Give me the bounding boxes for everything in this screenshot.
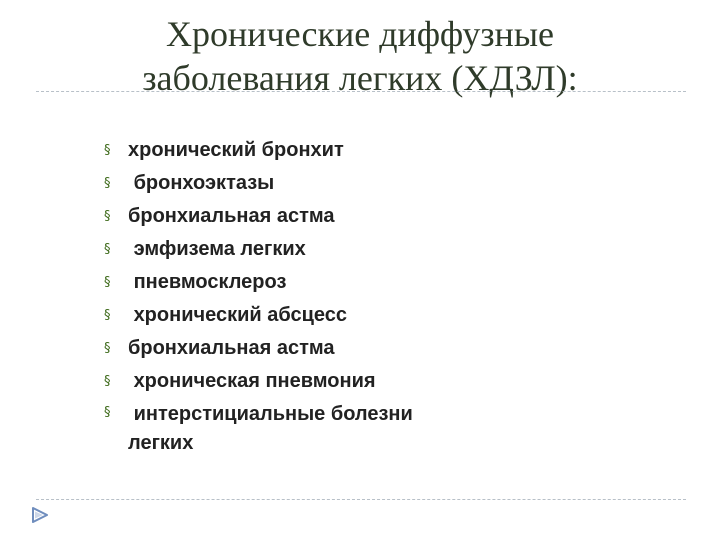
bottom-divider — [36, 499, 686, 500]
bullet-marker: § — [104, 143, 111, 158]
list-item-label: хроническая пневмония — [128, 370, 376, 392]
list-item — [104, 299, 524, 332]
play-arrow-icon[interactable] — [30, 506, 50, 524]
bullet-marker: § — [104, 341, 111, 356]
list-item — [104, 398, 524, 458]
list-item — [104, 365, 524, 398]
top-divider — [36, 91, 686, 92]
bullet-marker: § — [104, 374, 111, 389]
list-item-label: пневмосклероз — [128, 271, 287, 293]
bullet-marker: § — [104, 176, 111, 191]
list-item-label: бронхиальная астма — [128, 337, 335, 359]
list-item-label: интерстициальные болезни легких — [128, 403, 419, 454]
list-item-label: хронический абсцесс — [128, 304, 347, 326]
bullet-list — [104, 134, 524, 458]
list-item — [104, 167, 524, 200]
slide-title-line-1: Хронические диффузные — [165, 14, 554, 54]
bullet-marker: § — [104, 308, 111, 323]
list-item-label: хронический бронхит — [128, 139, 344, 161]
bullet-marker: § — [104, 209, 111, 224]
list-item-label: бронхиальная астма — [128, 205, 335, 227]
list-item — [104, 266, 524, 299]
slide-title-line-2: заболевания легких (ХДЗЛ): — [142, 58, 578, 98]
list-item — [104, 233, 524, 266]
bullet-marker: § — [104, 242, 111, 257]
bullet-marker: § — [104, 405, 111, 420]
bullet-marker: § — [104, 275, 111, 290]
list-item — [104, 332, 524, 365]
slide-title — [80, 12, 640, 100]
list-item-label: бронхоэктазы — [128, 172, 275, 194]
list-item — [104, 200, 524, 233]
list-item — [104, 134, 524, 167]
list-item-label: эмфизема легких — [128, 238, 306, 260]
